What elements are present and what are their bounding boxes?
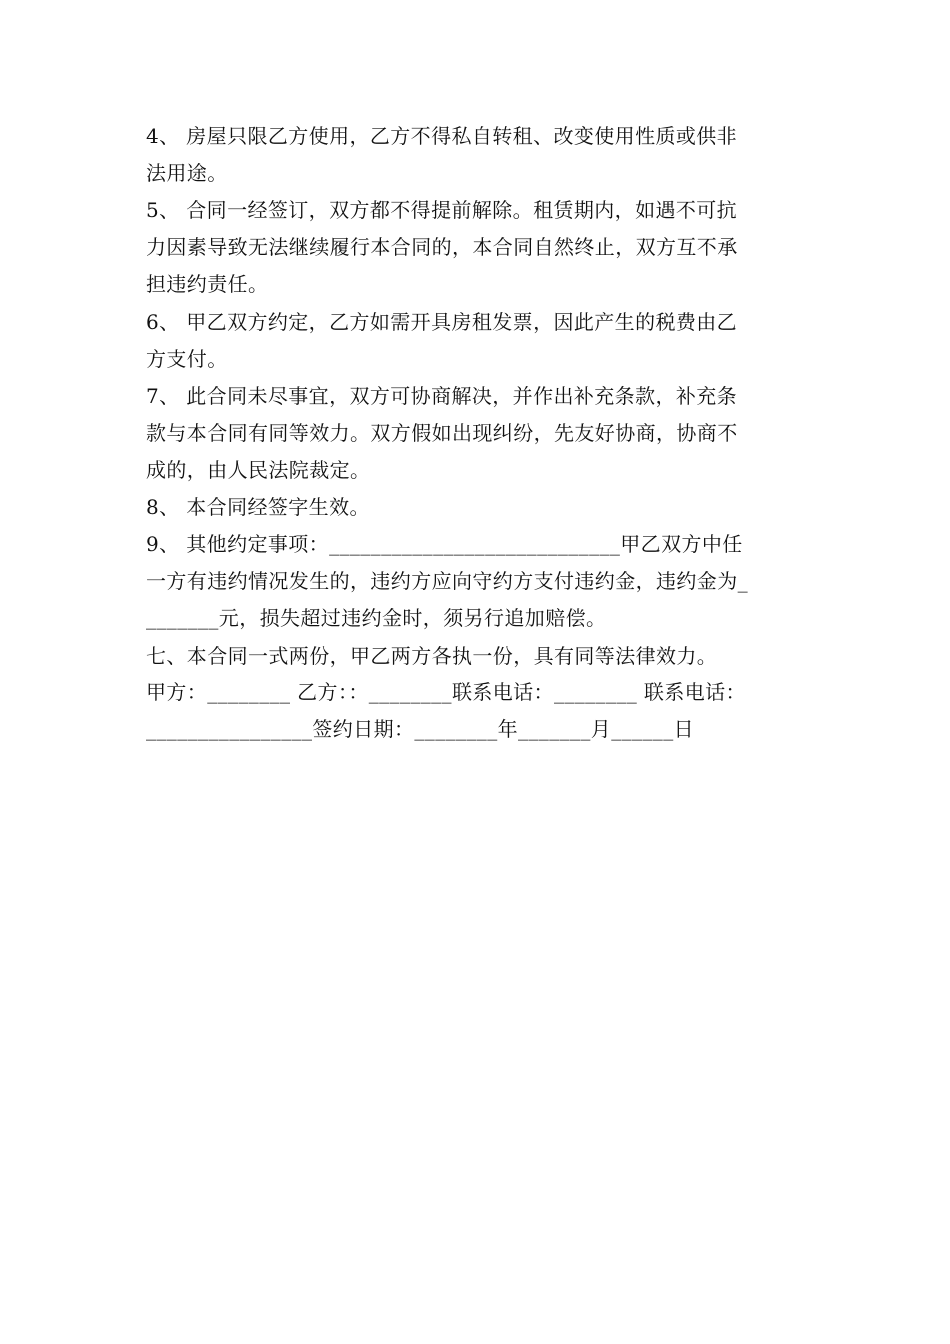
clause-9-line-3: _______元，损失超过违约金时，须另行追加赔偿。 bbox=[146, 606, 607, 630]
clause-4-line-1: 4、 房屋只限乙方使用，乙方不得私自转租、改变使用性质或供非 bbox=[146, 124, 738, 148]
signature-line-1: 甲方：________ 乙方：：________联系电话：________ 联系电话： bbox=[146, 680, 746, 704]
clause-9-line-1: 9、 其他约定事项：____________________________甲乙双方中任 bbox=[146, 532, 743, 556]
copies-clause: 七、本合同一式两份，甲乙两方各执一份，具有同等法律效力。 bbox=[146, 644, 718, 668]
clause-7-line-3: 成的，由人民法院裁定。 bbox=[146, 458, 371, 482]
clause-8-line-1: 8、 本合同经签字生效。 bbox=[146, 495, 370, 519]
clause-9-line-2: 一方有违约情况发生的，违约方应向守约方支付违约金，违约金为_ bbox=[146, 569, 748, 593]
clause-4-line-2: 法用途。 bbox=[146, 161, 228, 185]
clause-7-line-2: 款与本合同有同等效力。双方假如出现纠纷，先友好协商，协商不 bbox=[146, 421, 738, 445]
clause-5-line-1: 5、 合同一经签订，双方都不得提前解除。租赁期内，如遇不可抗 bbox=[146, 198, 738, 222]
clause-5-line-2: 力因素导致无法继续履行本合同的，本合同自然终止，双方互不承 bbox=[146, 235, 738, 259]
clause-6-line-1: 6、 甲乙双方约定，乙方如需开具房租发票，因此产生的税费由乙 bbox=[146, 310, 738, 334]
clause-6-line-2: 方支付。 bbox=[146, 347, 228, 371]
clause-7-line-1: 7、 此合同未尽事宜，双方可协商解决，并作出补充条款，补充条 bbox=[146, 384, 738, 408]
signature-line-2: ________________签约日期：________年_______月______日 bbox=[146, 717, 694, 741]
clause-5-line-3: 担违约责任。 bbox=[146, 272, 269, 296]
